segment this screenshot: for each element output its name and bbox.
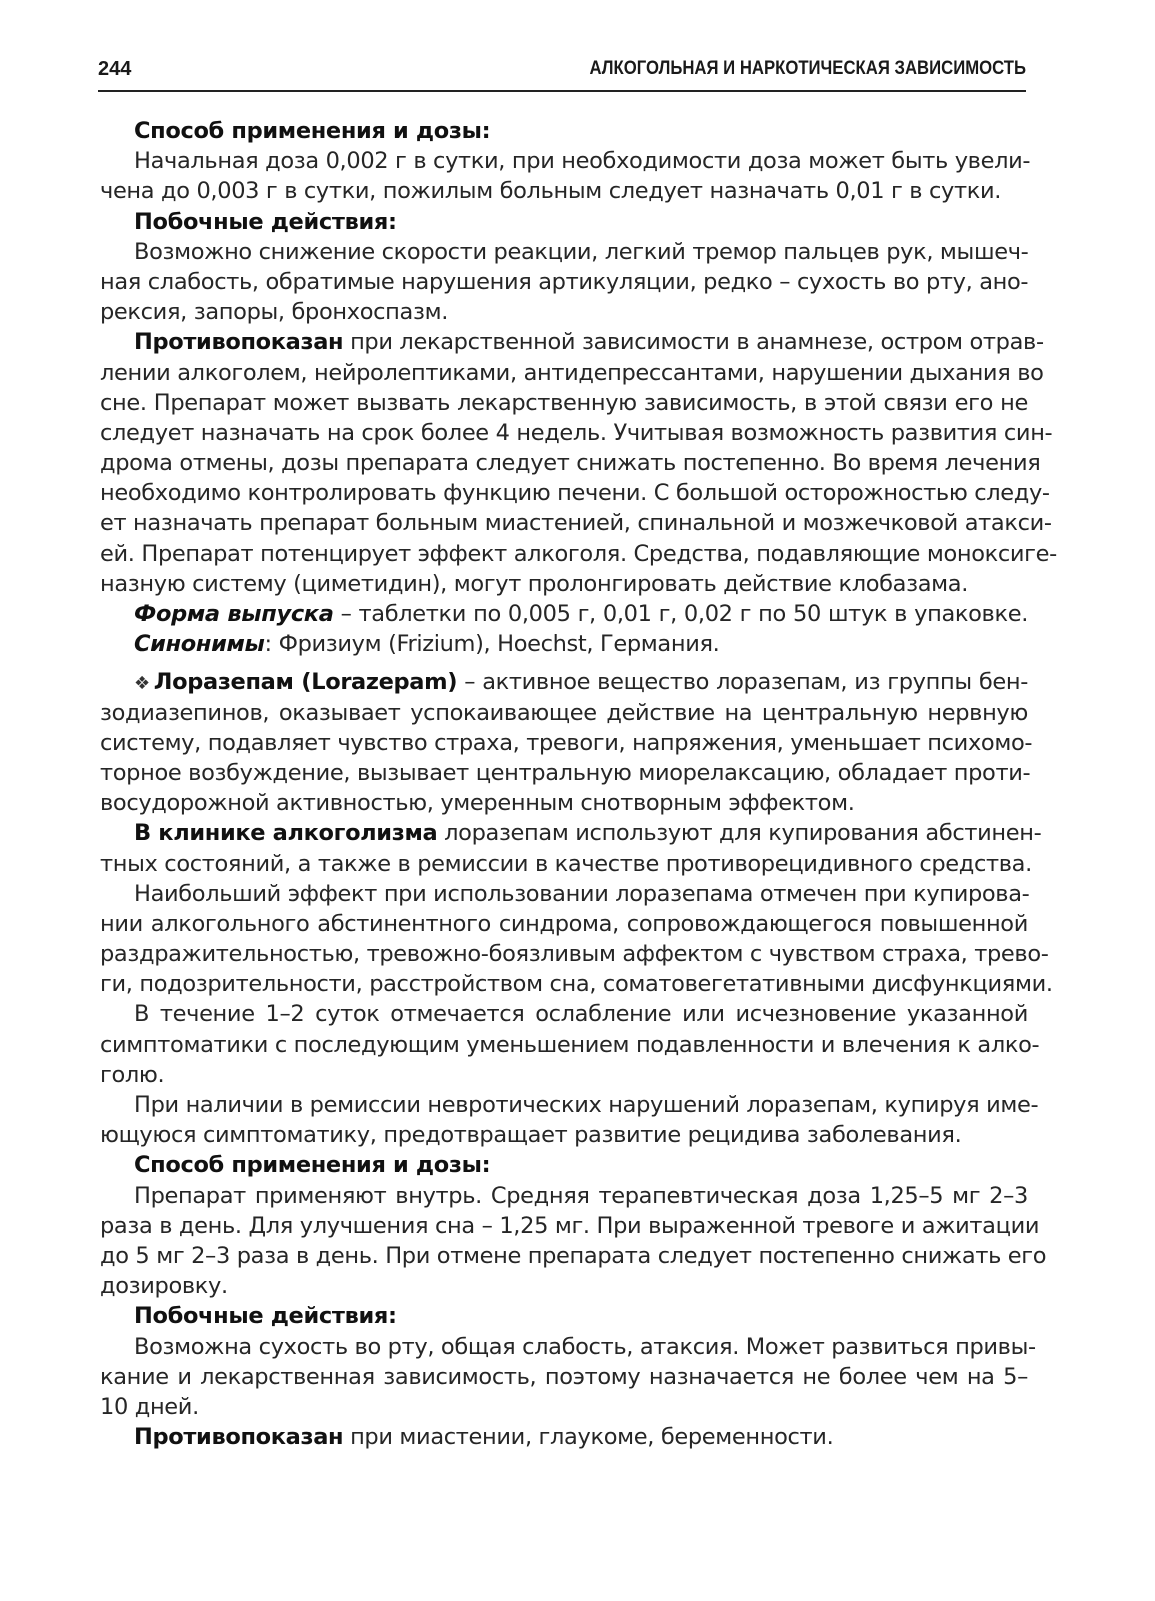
text-line: до 5 мг 2–3 раза в день. При отмене препарата следует постепенно снижать его — [100, 1242, 1047, 1269]
text-line: голю. — [100, 1061, 165, 1088]
text-line: ги, подозрительности, расстройством сна, соматовегетативными дисфункциями. — [100, 971, 1053, 998]
section-title: АЛКОГОЛЬНАЯ И НАРКОТИЧЕСКАЯ ЗАВИСИМОСТЬ — [589, 58, 1026, 79]
text-line: зодиазепинов, оказывает успокаивающее действие на центральную нервную — [100, 699, 1028, 726]
side-effects-heading: Побочные действия: — [134, 1303, 397, 1330]
text-line: Возможна сухость во рту, общая слабость, атаксия. Может развиться привы- — [134, 1333, 1036, 1360]
contraindications-line: Противопоказан при миастении, глаукоме, беременности. — [134, 1424, 834, 1451]
text-line: систему, подавляет чувство страха, тревоги, напряжения, уменьшает психомо- — [100, 729, 1033, 756]
text-line: следует назначать на срок более 4 недель. Учитывая возможность развития син- — [100, 419, 1053, 446]
text-line: раза в день. Для улучшения сна – 1,25 мг. При выраженной тревоге и ажитации — [100, 1212, 1040, 1239]
clinic-label: В клинике алкоголизма — [134, 820, 438, 847]
text-line: Препарат применяют внутрь. Средняя терапевтическая доза 1,25–5 мг 2–3 — [134, 1182, 1028, 1209]
side-effects-heading: Побочные действия: — [134, 208, 397, 235]
contraindications-line: Противопоказан при лекарственной зависимости в анамнезе, остром отрав- — [134, 329, 1044, 356]
text-line: ющуюся симптоматику, предотвращает развитие рецидива заболевания. — [100, 1122, 962, 1149]
contraindications-label: Противопоказан — [134, 1424, 344, 1451]
text-line: 10 дней. — [100, 1393, 199, 1420]
synonyms-line: Синонимы: Фризиум (Frizium), Hoechst, Германия. — [134, 631, 720, 658]
drug-name: Лоразепам (Lorazepam) — [153, 669, 458, 696]
header-rule — [98, 90, 1026, 92]
text-line: тных состояний, а также в ремиссии в качестве противорецидивного средства. — [100, 850, 1032, 877]
text-line: нии алкогольного абстинентного синдрома, сопровождающегося повышенной — [100, 910, 1028, 937]
drug-entry-line: ❖ Лоразепам (Lorazepam) – активное вещество лоразепам, из группы бен- — [100, 667, 1028, 697]
body-text — [100, 116, 1057, 1452]
clinic-line: В клинике алкоголизма лоразепам используют для купирования абстинен- — [134, 820, 1042, 847]
text-line: назную систему (циметидин), могут пролонгировать действие клобазама. — [100, 570, 969, 597]
text-line: рексия, запоры, бронхоспазм. — [100, 299, 449, 326]
text-line: восудорожной активностью, умеренным снотворным эффектом. — [100, 790, 855, 817]
text-line: Возможно снижение скорости реакции, легкий тремор пальцев рук, мышеч- — [134, 238, 1029, 265]
text-line: чена до 0,003 г в сутки, пожилым больным следует назначать 0,01 г в сутки. — [100, 178, 1002, 205]
dosage-heading: Способ применения и дозы: — [134, 1152, 491, 1179]
synonyms-label: Синонимы — [134, 631, 265, 658]
text-line: симптоматики с последующим уменьшением подавленности и влечения к алко- — [100, 1031, 1040, 1058]
text-line: При наличии в ремиссии невротических нарушений лоразепам, купируя име- — [134, 1092, 1039, 1118]
text-line: ная слабость, обратимые нарушения артикуляции, редко – сухость во рту, ано- — [100, 268, 1029, 295]
dosage-heading: Способ применения и дозы: — [134, 118, 491, 144]
page-number: 244 — [98, 58, 132, 80]
release-form-label: Форма выпуска — [134, 601, 334, 627]
contraindications-label: Противопоказан — [134, 329, 344, 356]
diamond-bullet-icon: ❖ — [134, 673, 150, 695]
text-line: раздражительностью, тревожно-боязливым аффектом с чувством страха, трево- — [100, 941, 1049, 968]
text-line: ет назначать препарат больным миастенией, спинальной и мозжечковой атакси- — [100, 510, 1052, 537]
running-head — [98, 52, 1026, 88]
text-line: торное возбуждение, вызывает центральную миорелаксацию, обладает проти- — [100, 759, 1031, 786]
text-line: Наибольший эффект при использовании лоразепама отмечен при купирова- — [134, 880, 1030, 907]
text-line: В течение 1–2 суток отмечается ослабление или исчезновение указанной — [134, 1001, 1028, 1028]
text-line: дрома отмены, дозы препарата следует снижать постепенно. Во время лечения — [100, 450, 1041, 477]
text-line: ей. Препарат потенцирует эффект алкоголя. Средства, подавляющие моноксиге- — [100, 540, 1057, 567]
text-line: кание и лекарственная зависимость, поэтому назначается не более чем на 5– — [100, 1363, 1028, 1390]
text-line: необходимо контролировать функцию печени. С большой осторожностью следу- — [100, 480, 1050, 507]
text-line: сне. Препарат может вызвать лекарственную зависимость, в этой связи его не — [100, 389, 1028, 416]
text-line: лении алкоголем, нейролептиками, антидепрессантами, нарушении дыхания во — [100, 359, 1044, 386]
release-form-line: Форма выпуска – таблетки по 0,005 г, 0,01 г, 0,02 г по 50 штук в упаковке. — [134, 601, 1028, 627]
text-line: Начальная доза 0,002 г в сутки, при необходимости доза может быть увели- — [134, 148, 1031, 175]
text-line: дозировку. — [100, 1273, 228, 1300]
